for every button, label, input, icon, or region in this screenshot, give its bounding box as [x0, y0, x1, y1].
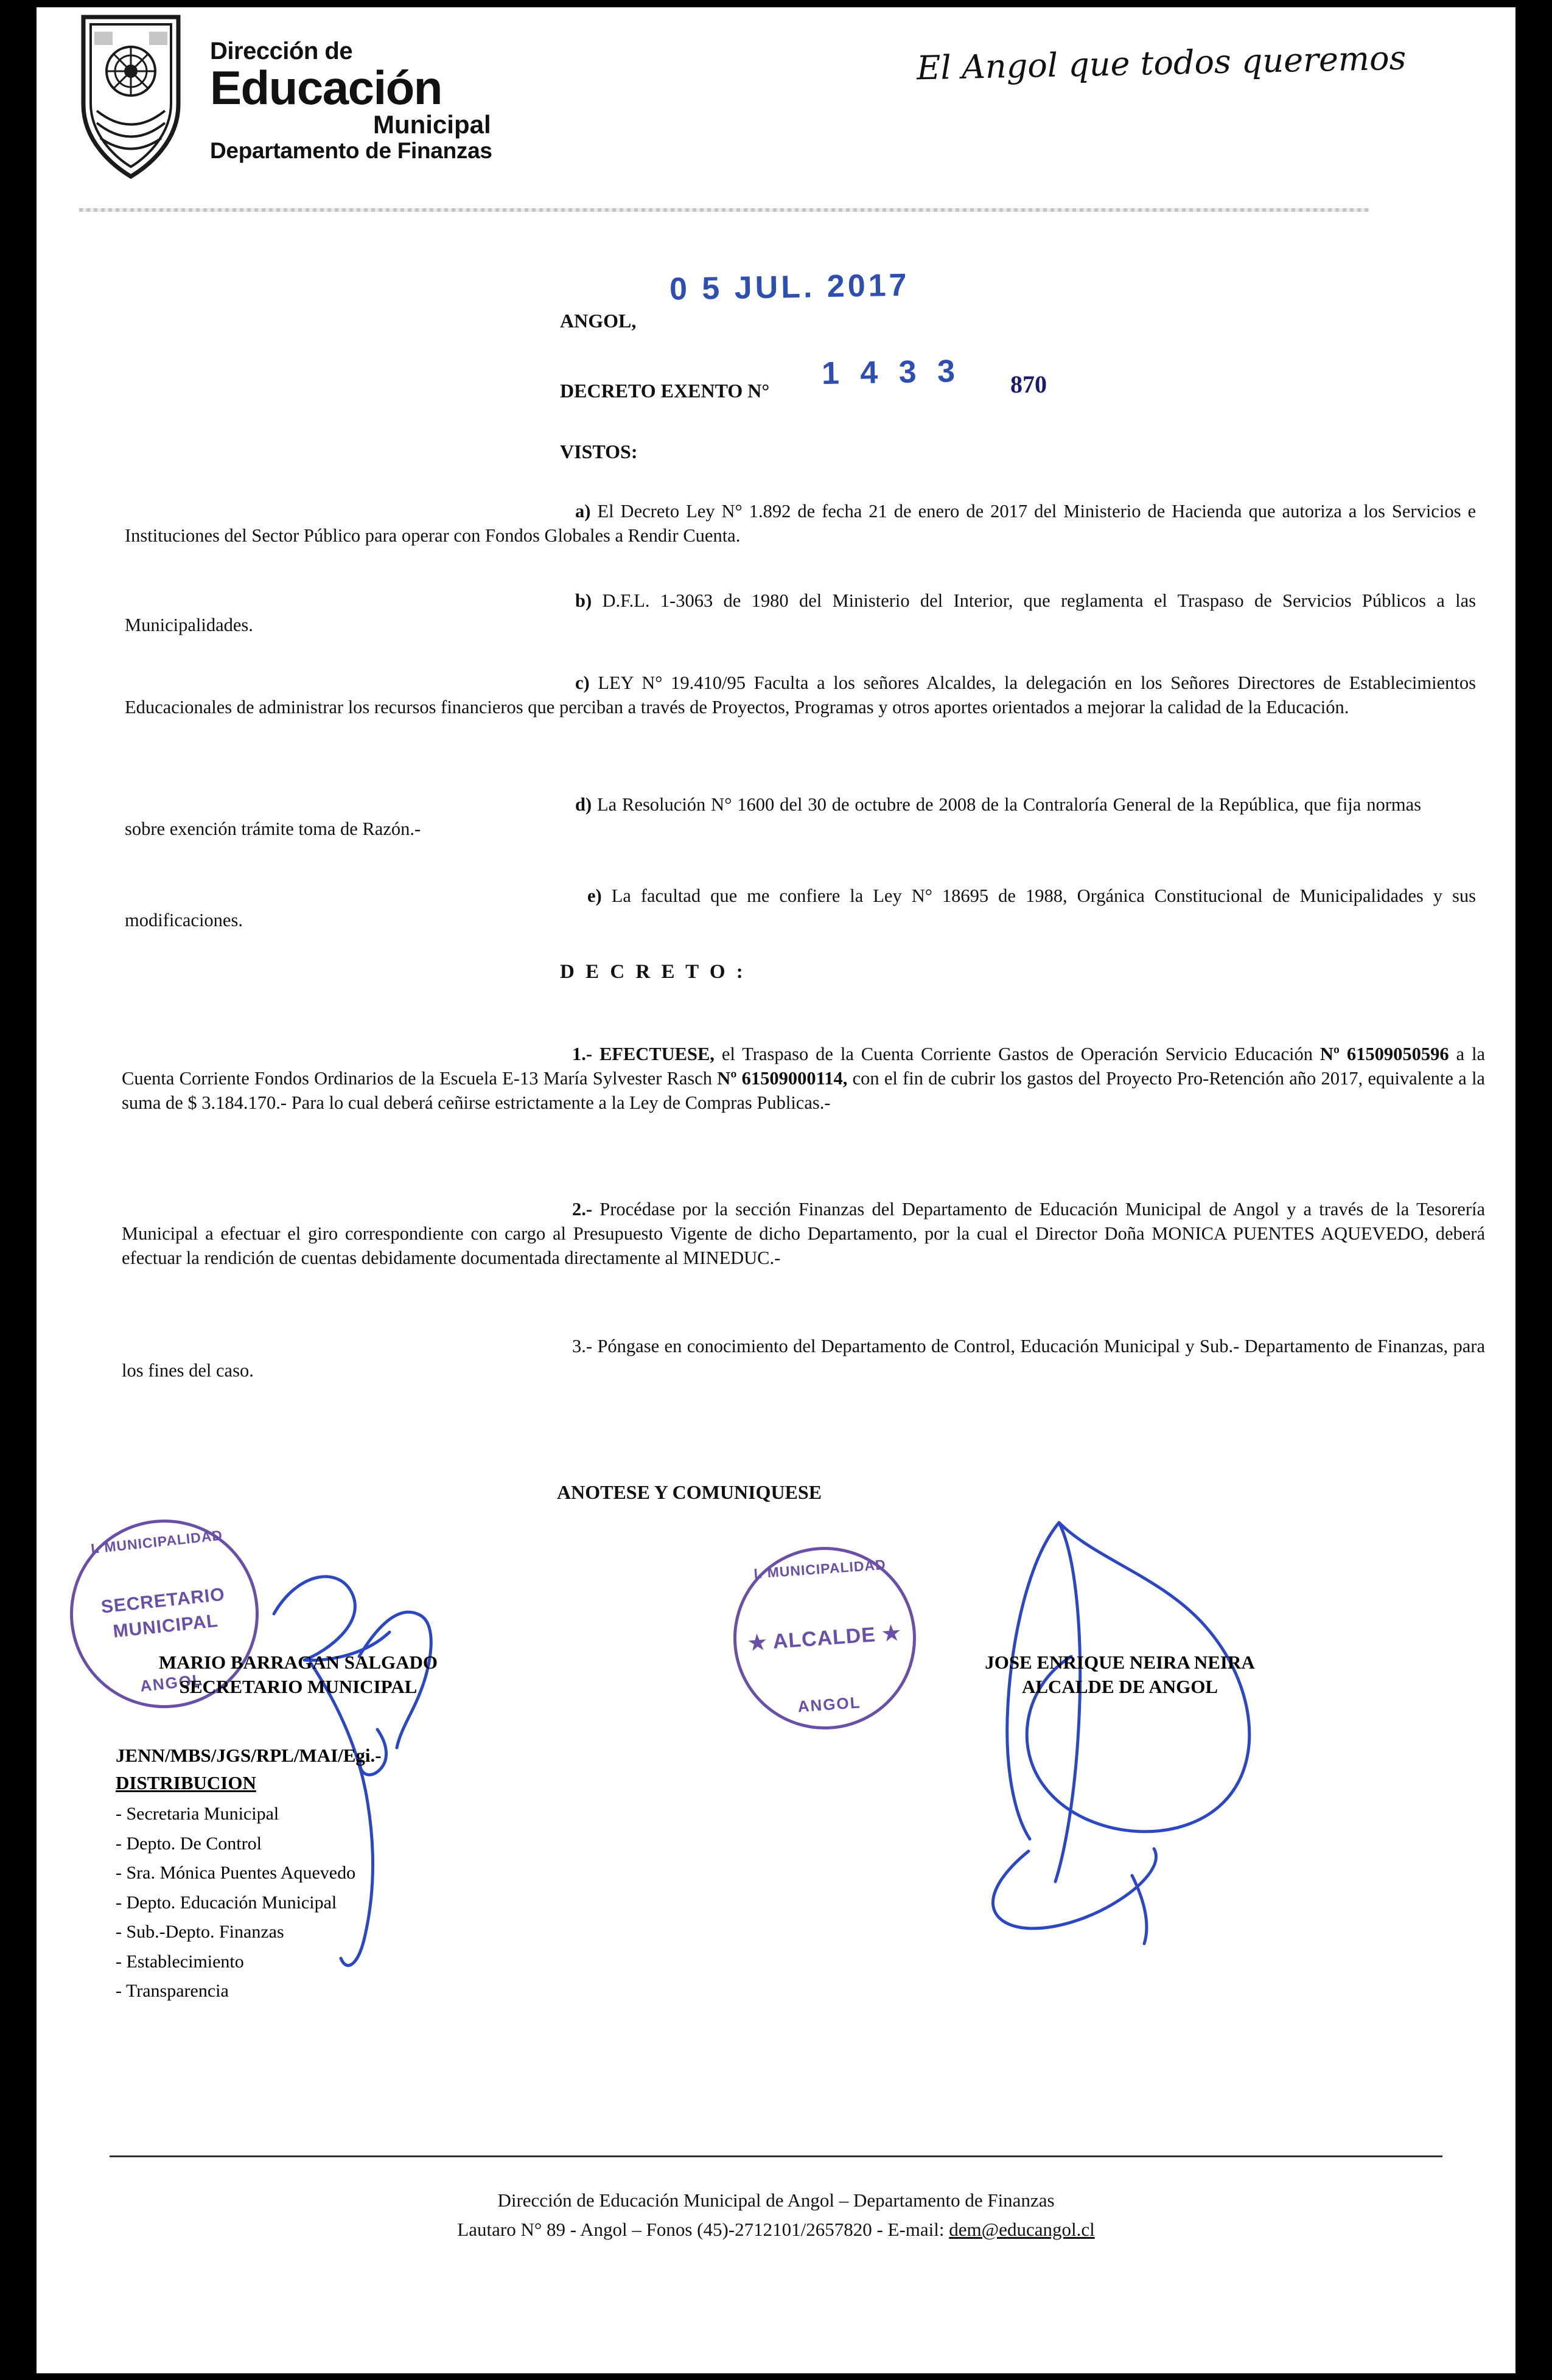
vistos-d-text: La Resolución N° 1600 del 30 de octubre de 2008 de la Contraloría General de la República, que fija normas sobre exención trámite toma de Razón.- [125, 794, 1421, 839]
footer-email-link[interactable]: dem@educangol.cl [949, 2219, 1095, 2240]
distribution-list [116, 1799, 355, 2006]
decree-number-handwritten: 1 4 3 3 [821, 354, 962, 391]
list-item: - Sub.-Depto. Finanzas [116, 1922, 284, 1942]
clause-3-text: Póngase en conocimiento del Departamento de Control, Educación Municipal y Sub.- Departamento de Finanzas, para los fines del caso. [122, 1336, 1485, 1381]
document-page [37, 7, 1515, 2373]
clause-1-text-part-3: con el fin de cubrir los gastos del Proyecto Pro-Retención año 2017, equivalente a la suma de $ 3.184.170.- Para lo cual deberá ceñirse estrictamente a la Ley de Compras Publicas.- [122, 1068, 1485, 1113]
header-divider [79, 208, 1369, 212]
slogan-handwriting: El Angol que todos queremos [916, 38, 1407, 88]
list-item: - Establecimiento [116, 1951, 244, 1972]
mayor-name: JOSE ENRIQUE NEIRA NEIRA [985, 1652, 1255, 1673]
mayor-stamp [727, 1541, 922, 1736]
vistos-c-text: LEY N° 19.410/95 Faculta a los señores Alcaldes, la delegación en los Señores Directores de Establecimientos Educacionales de administrar los recursos financieros que perciban a través de Proyectos, Programas y otros aportes orientados a mejorar la calidad de la Educación. [125, 672, 1476, 717]
clause-2-marker: 2.- [572, 1199, 593, 1220]
mayor-signature-scribble [876, 1486, 1339, 1973]
clause-3-marker: 3.- [572, 1336, 593, 1356]
list-item: - Depto. Educación Municipal [116, 1892, 337, 1913]
footer-divider [110, 2155, 1442, 2157]
clause-3 [122, 1334, 1485, 1383]
clause-1-text-part-2: a la Cuenta Corriente Fondos Ordinarios de la Escuela E-13 María Sylvester Rasch [122, 1044, 1485, 1089]
vistos-item-b [125, 588, 1476, 637]
list-item: - Sra. Mónica Puentes Aquevedo [116, 1863, 356, 1883]
list-item: - Transparencia [116, 1981, 229, 2001]
clause-1-marker: 1.- EFECTUESE, [572, 1044, 715, 1064]
vistos-item-a [125, 499, 1476, 548]
clause-2 [122, 1197, 1485, 1270]
footer-line-2 [37, 2215, 1515, 2244]
clause-1 [122, 1042, 1485, 1115]
decreto-heading: D E C R E T O : [560, 961, 746, 983]
distribution-title: DISTRIBUCION [116, 1772, 256, 1793]
vistos-a-text: El Decreto Ley N° 1.892 de fecha 21 de enero de 2017 del Ministerio de Hacienda que autoriza a los Servicios e Instituciones del Sector Público para operar con Fondos Globales a Rendir Cuenta. [125, 501, 1476, 546]
date-stamp: 0 5 JUL. 2017 [669, 267, 911, 307]
mayor-stamp-top: I. MUNICIPALIDAD [753, 1556, 887, 1582]
secretary-title: SECRETARIO MUNICIPAL [179, 1676, 418, 1697]
vistos-b-text: D.F.L. 1-3063 de 1980 del Ministerio del Interior, que reglamenta el Traspaso de Servicios Públicos a las Municipalidades. [125, 590, 1476, 635]
footer [37, 2186, 1515, 2244]
vistos-b-marker: b) [575, 590, 592, 611]
letterhead-line-3: Municipal [372, 110, 491, 139]
mayor-signature-block [931, 1650, 1309, 1699]
vistos-a-marker: a) [575, 501, 591, 522]
initials-line: JENN/MBS/JGS/RPL/MAI/Egi.- [116, 1745, 382, 1766]
list-item: - Secretaria Municipal [116, 1804, 279, 1824]
letterhead-line-2: Educación [210, 61, 442, 114]
mayor-title: ALCALDE DE ANGOL [1021, 1676, 1218, 1697]
secretary-stamp-middle: SECRETARIO MUNICIPAL [100, 1584, 226, 1642]
vistos-e-marker: e) [587, 885, 602, 906]
footer-contact-text: Lautaro N° 89 - Angol – Fonos (45)-2712101/2657820 - E-mail: [457, 2219, 949, 2240]
decree-label: DECRETO EXENTO N° [560, 380, 770, 402]
footer-line-1: Dirección de Educación Municipal de Angol – Departamento de Finanzas [497, 2190, 1055, 2211]
letterhead-text [210, 38, 492, 163]
secretary-signature-block [110, 1650, 487, 1699]
vistos-item-d [125, 792, 1421, 841]
letterhead-line-4: Departamento de Finanzas [210, 138, 492, 163]
secretary-name: MARIO BARRAGAN SALGADO [158, 1652, 438, 1673]
vistos-item-c [125, 671, 1476, 719]
clause-1-account-2: Nº 61509000114, [717, 1068, 848, 1089]
anotese-line: ANOTESE Y COMUNIQUESE [557, 1481, 822, 1503]
vistos-label: VISTOS: [560, 441, 638, 462]
clause-2-text: Procédase por la sección Finanzas del Departamento de Educación Municipal de Angol y a través de la Tesorería Municipal a efectuar el giro correspondiente con cargo al Presupuesto Vigente de dicho Departamento, por la cual el Director Doña MONICA PUENTES AQUEVEDO, deberá efectuar la rendición de cuentas debidamente documentada directamente al MINEDUC.- [122, 1199, 1485, 1268]
mayor-stamp-bottom: ANGOL [797, 1693, 862, 1716]
list-item: - Depto. De Control [116, 1833, 262, 1854]
clause-1-text-part-1: el Traspaso de la Cuenta Corriente Gastos de Operación Servicio Educación [714, 1044, 1320, 1064]
secretary-stamp-bottom: ANGOL [139, 1670, 204, 1695]
letterhead-line-1: Dirección de [210, 38, 353, 65]
letterhead [37, 7, 1515, 208]
vistos-e-text: La facultad que me confiere la Ley N° 18695 de 1988, Orgánica Constitucional de Municipalidades y sus modificaciones. [125, 885, 1476, 930]
coat-of-arms-icon [76, 13, 186, 181]
mayor-stamp-middle: ★ ALCALDE ★ [747, 1621, 903, 1655]
city-label: ANGOL, [560, 310, 637, 332]
vistos-item-e [125, 884, 1476, 932]
clause-1-account-1: Nº 61509050596 [1320, 1044, 1449, 1064]
vistos-c-marker: c) [575, 672, 590, 693]
vistos-d-marker: d) [575, 794, 592, 815]
decree-number-secondary: 870 [1010, 371, 1047, 398]
secretary-stamp-top: I. MUNICIPALIDAD [90, 1527, 224, 1557]
